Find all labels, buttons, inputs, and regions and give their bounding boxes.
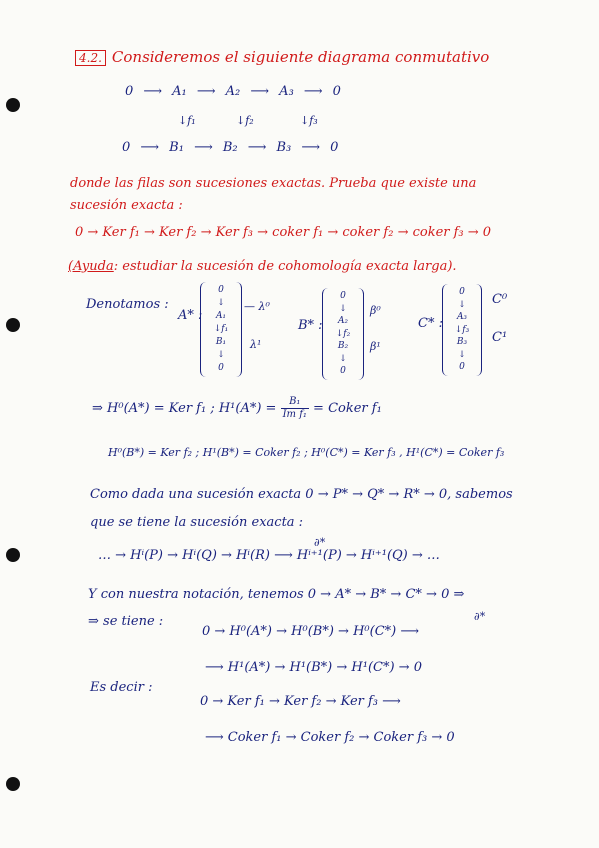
conclusion-line-2-left: ⇒ se tiene : <box>88 614 164 629</box>
diagram-map-f2: ↓f₂ <box>236 114 254 127</box>
exercise-number: 4.2. <box>75 50 106 66</box>
conclusion-es-decir: Es decir : <box>90 680 153 695</box>
exact-line-1: Como dada una sucesión exacta 0 → P* → Q* → R* → 0, sabemos <box>90 487 513 502</box>
notation-intro: Denotamos : <box>86 297 169 312</box>
exact-line-3: … → Hⁱ(P) → Hⁱ(Q) → Hⁱ(R) ⟶ Hⁱ⁺¹(P) → Hⁱ⁺¹(Q) → … <box>98 548 440 563</box>
diagram-map-f3: ↓f₃ <box>300 114 318 127</box>
conclusion-line-1: Y con nuestra notación, tenemos 0 → A* → B* → C* → 0 ⇒ <box>88 587 465 602</box>
quotient-fraction <box>281 396 309 421</box>
cohom-line-1-left: ⇒ H⁰(A*) = Ker f₁ ; H¹(A*) = <box>92 401 277 416</box>
complex-A <box>200 282 242 377</box>
diagram-bottom-row: 0 ⟶ B₁ ⟶ B₂ ⟶ B₃ ⟶ 0 <box>122 140 339 155</box>
punch-hole <box>6 777 20 791</box>
complex-C-label: C* : <box>418 316 443 331</box>
complex-B-mark-1: β¹ <box>370 340 381 353</box>
complex-C-col: 0 ↓ A₃ ↓f₃ B₃ ↓ 0 <box>454 287 470 372</box>
complex-A-label: A* : <box>178 308 203 323</box>
exact-delta: ∂* <box>314 536 326 549</box>
complex-C <box>442 284 482 376</box>
complex-B <box>322 288 364 380</box>
hint <box>68 259 457 274</box>
conclusion-line-2: 0 → H⁰(A*) → H⁰(B*) → H⁰(C*) ⟶ <box>202 624 419 639</box>
punch-hole <box>6 318 20 332</box>
complex-B-label: B* : <box>298 318 323 333</box>
conclusion-line-3: ⟶ H¹(A*) → H¹(B*) → H¹(C*) → 0 <box>205 660 422 675</box>
cohom-line-1-right: = Coker f₁ <box>313 401 382 416</box>
statement-line-1: donde las filas son sucesiones exactas. Prueba que existe una <box>70 176 477 191</box>
exercise-header <box>75 48 489 66</box>
exact-line-2: que se tiene la sucesión exacta : <box>90 515 304 530</box>
complex-A-mark-1: λ¹ <box>250 338 262 351</box>
fraction-numerator: B₁ <box>281 396 309 409</box>
fraction-denominator: Im f₁ <box>282 409 307 420</box>
diagram-top-row: 0 ⟶ A₁ ⟶ A₂ ⟶ A₃ ⟶ 0 <box>125 84 341 99</box>
statement-line-2: sucesión exacta : <box>70 198 183 213</box>
complex-C-mark-1: C¹ <box>492 330 508 345</box>
complex-C-mark-0: C⁰ <box>492 292 508 307</box>
conclusion-delta: ∂* <box>474 610 486 623</box>
complex-A-col: 0 ↓ A₁ ↓f₁ B₁ ↓ 0 <box>213 285 229 373</box>
conclusion-line-5: ⟶ Coker f₁ → Coker f₂ → Coker f₃ → 0 <box>205 730 455 745</box>
cohom-line-2: H⁰(B*) = Ker f₂ ; H¹(B*) = Coker f₂ ; H⁰(C*) = Ker f₃ , H¹(C*) = Coker f₃ <box>108 446 505 459</box>
punch-hole <box>6 98 20 112</box>
complex-B-col: 0 ↓ A₂ ↓f₂ B₂ ↓ 0 <box>335 291 351 376</box>
diagram-map-f1: ↓f₁ <box>178 114 196 127</box>
hint-label: (Ayuda <box>68 259 114 274</box>
complex-B-mark-0: β⁰ <box>370 304 381 317</box>
statement-sequence: 0 → Ker f₁ → Ker f₂ → Ker f₃ → coker f₁ → coker f₂ → coker f₃ → 0 <box>75 225 492 240</box>
hint-text: : estudiar la sucesión de cohomología exacta larga). <box>113 259 457 274</box>
cohom-line-1 <box>92 396 382 421</box>
conclusion-line-4: 0 → Ker f₁ → Ker f₂ → Ker f₃ ⟶ <box>200 694 401 709</box>
exercise-title: Consideremos el siguiente diagrama conmutativo <box>111 48 490 66</box>
complex-A-mark-0: — λ⁰ <box>244 300 270 313</box>
punch-hole <box>6 548 20 562</box>
